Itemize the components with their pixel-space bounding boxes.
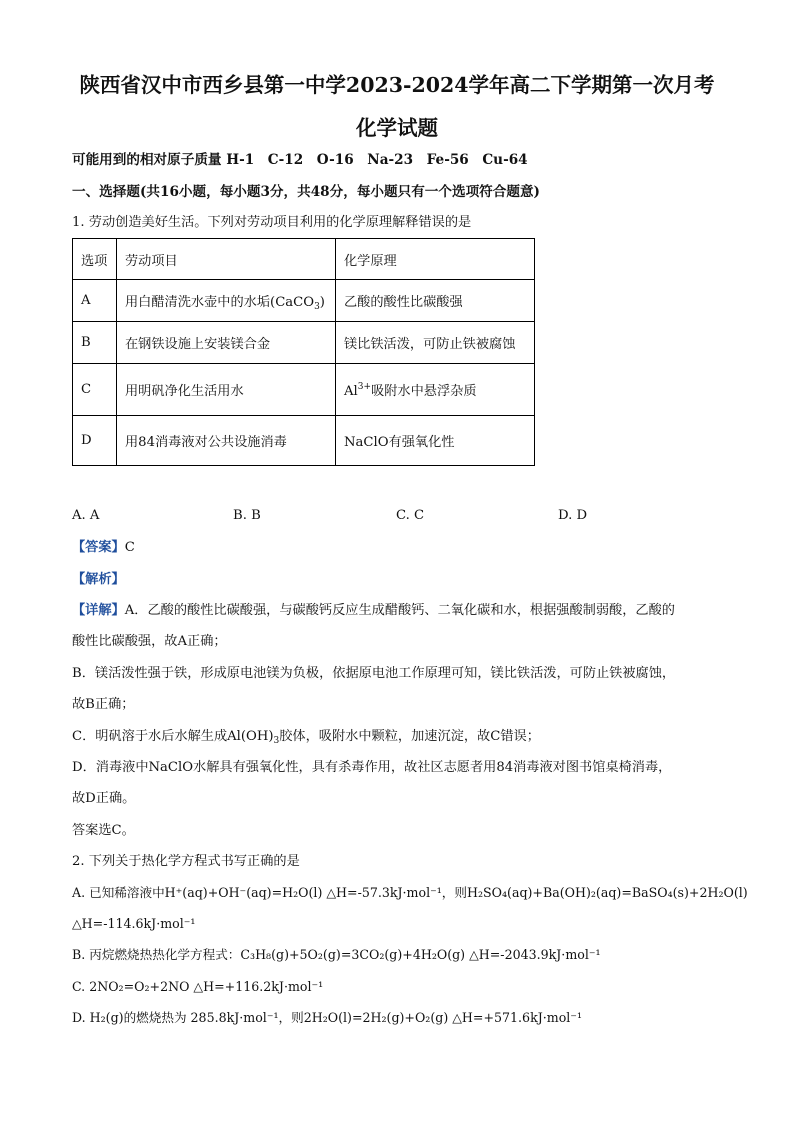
principle-text: 有强氧化性 [388, 435, 455, 450]
detail-tag: 【详解】 [72, 603, 125, 618]
table-row [73, 416, 535, 466]
q1-detail-c [72, 727, 540, 747]
table-header-row [73, 239, 535, 280]
table-cell-option: A [73, 280, 117, 322]
formula-superscript: 3+ [357, 382, 372, 392]
q1-detail-d-cont: 故D正确。 [72, 791, 136, 806]
q1-detail-a [72, 601, 675, 621]
q1-table [72, 238, 535, 466]
table-cell-option: C [73, 364, 117, 416]
task-text-tail: ) [319, 295, 325, 310]
table-row [73, 364, 535, 416]
table-cell-principle [336, 416, 535, 466]
q2-option-a-cont: △H=-114.6kJ·mol⁻¹ [72, 916, 196, 931]
formula: NaClO [344, 435, 389, 450]
table-cell-principle: 镁比铁活泼，可防止铁被腐蚀 [336, 322, 535, 364]
q1-stem: 1. 劳动创造美好生活。下列对劳动项目利用的化学原理解释错误的是 [72, 215, 472, 230]
task-text: 用白醋清洗水壶中的水垢(CaCO [125, 295, 315, 310]
table-cell-task: 用84消毒液对公共设施消毒 [117, 416, 336, 466]
table-cell-principle: 乙酸的酸性比碳酸强 [336, 280, 535, 322]
q2-option-b: B. 丙烷燃烧热热化学方程式：C₃H₈(g)+5O₂(g)=3CO₂(g)+4H₂O(g) △H=-2043.9kJ·mol⁻¹ [72, 947, 601, 962]
q1-detail-b-cont: 故B正确； [72, 697, 135, 712]
table-cell-option: B [73, 322, 117, 364]
answer-tag: 【答案】 [72, 540, 125, 555]
table-cell-option: D [73, 416, 117, 466]
principle-text: 吸附水中悬浮杂质 [371, 384, 477, 399]
q2-option-d: D. H₂(g)的燃烧热为 285.8kJ·mol⁻¹，则2H₂O(l)=2H₂(g)+O₂(g) △H=+571.6kJ·mol⁻¹ [72, 1010, 582, 1025]
section-heading: 一、选择题(共16小题，每小题3分，共48分，每小题只有一个选项符合题意) [72, 184, 540, 200]
page-title: 陕西省汉中市西乡县第一中学2023-2024学年高二下学期第一次月考 [79, 73, 715, 97]
q2-option-c: C. 2NO₂=O₂+2NO △H=+116.2kJ·mol⁻¹ [72, 979, 324, 994]
table-cell-principle [336, 364, 535, 416]
q1-conclusion: 答案选C。 [72, 823, 135, 838]
atomic-masses: 可能用到的相对原子质量 H-1 C-12 O-16 Na-23 Fe-56 Cu-64 [72, 152, 528, 168]
q1-option-a: A. A [72, 508, 100, 523]
table-row [73, 280, 535, 322]
q2-stem: 2. 下列关于热化学方程式书写正确的是 [72, 854, 300, 869]
q1-detail-b: B．镁活泼性强于铁，形成原电池镁为负极，依据原电池工作原理可知，镁比铁活泼，可防止铁被腐蚀， [72, 666, 676, 681]
formula: Al [344, 384, 358, 399]
detail-text: C．明矾溶于水后水解生成Al(OH) [72, 729, 274, 744]
table-row [73, 322, 535, 364]
page-subtitle: 化学试题 [356, 116, 438, 140]
q1-option-d: D. D [558, 508, 588, 523]
q1-answer [72, 538, 135, 558]
table-header-cell: 选项 [73, 239, 117, 280]
detail-text: A．乙酸的酸性比碳酸强，与碳酸钙反应生成醋酸钙、二氧化碳和水，根据强酸制弱酸，乙酸的 [124, 603, 675, 618]
table-header-cell: 劳动项目 [117, 239, 336, 280]
q1-option-b: B. B [233, 508, 261, 523]
q1-option-c: C. C [396, 508, 425, 523]
table-cell-task [117, 280, 336, 322]
q1-detail-a-cont: 酸性比碳酸强，故A正确； [72, 634, 227, 649]
detail-text-tail: 胶体，吸附水中颗粒，加速沉淀，故C错误； [279, 729, 540, 744]
table-cell-task: 在钢铁设施上安装镁合金 [117, 322, 336, 364]
answer-value: C [124, 540, 135, 555]
analysis-tag: 【解析】 [72, 572, 125, 587]
table-cell-task: 用明矾净化生活用水 [117, 364, 336, 416]
task-subscript: 3 [314, 302, 320, 312]
q2-option-a: A. 已知稀溶液中H⁺(aq)+OH⁻(aq)=H₂O(l) △H=-57.3kJ·mol⁻¹，则H₂SO₄(aq)+Ba(OH)₂(aq)=BaSO₄(s)+2H₂O(l) [72, 885, 748, 900]
detail-subscript: 3 [273, 736, 280, 746]
q1-detail-d: D．消毒液中NaClO水解具有强氧化性，具有杀毒作用，故社区志愿者用84消毒液对图书馆桌椅消毒， [72, 760, 672, 775]
q1-analysis-tag [72, 570, 125, 590]
table-header-cell: 化学原理 [336, 239, 535, 280]
